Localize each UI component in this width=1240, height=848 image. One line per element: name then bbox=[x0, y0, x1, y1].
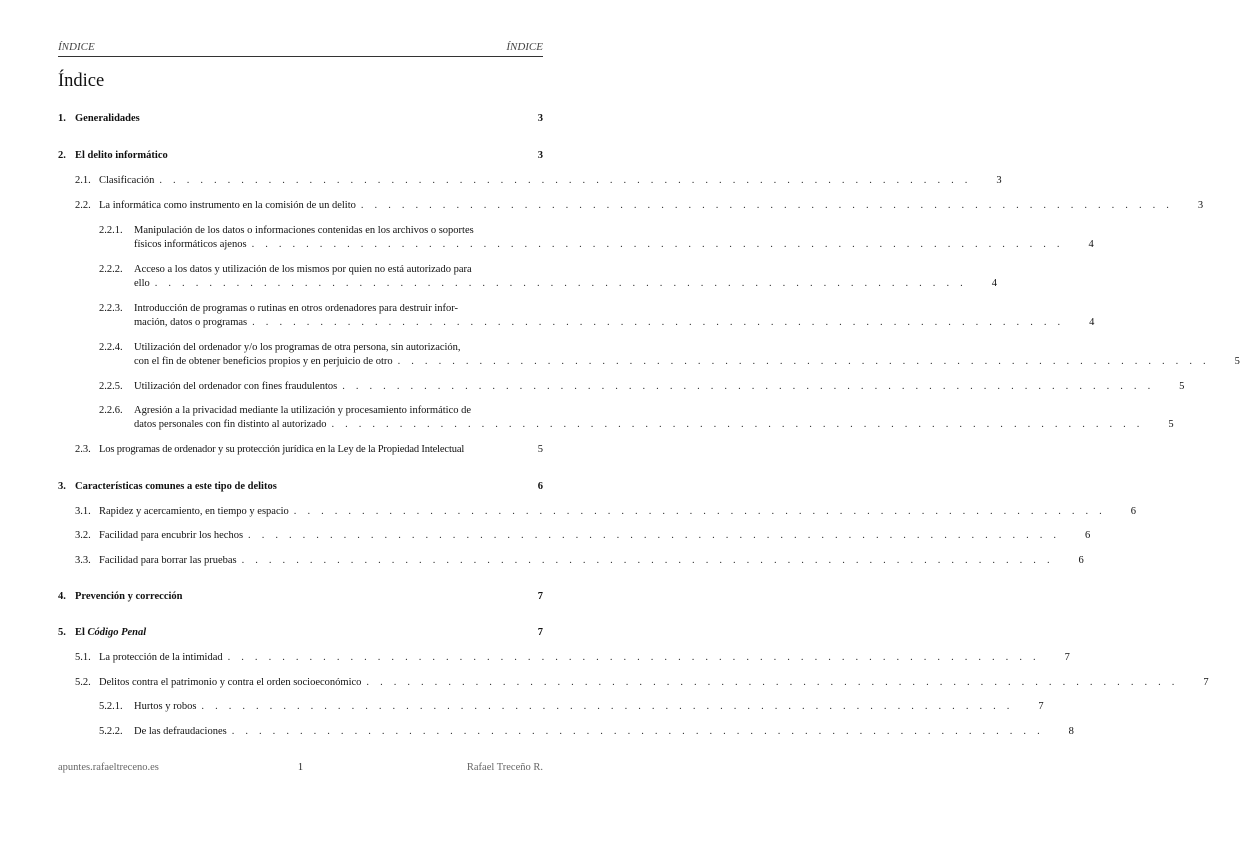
toc-page: 5 bbox=[537, 444, 543, 455]
toc-entry-3-3[interactable] bbox=[75, 554, 1084, 568]
toc-title-line1: Utilización del ordenador y/o los programas de otra persona, sin autorización, bbox=[134, 342, 461, 353]
dot-leader: . . . . . . . . . . . . . . . . . . . . . . . . . . . . . . . . . . . . . . . . . . . . . . . . . . . . . . . . . . . . bbox=[201, 701, 1014, 712]
dot-leader: . . . . . . . . . . . . . . . . . . . . . . . . . . . . . . . . . . . . . . . . . . . . . . . . . . . . . . . . . . . . bbox=[154, 278, 967, 289]
toc-title: La informática como instrumento en la comisión de un delito bbox=[99, 200, 356, 211]
toc-title: Los programas de ordenador y su protección jurídica en la Ley de la Propiedad Intelectual bbox=[99, 444, 465, 455]
toc-title: Rapidez y acercamiento, en tiempo y espacio bbox=[99, 506, 289, 517]
toc-title-line2: datos personales con fin distinto al autorizado bbox=[134, 419, 327, 430]
toc-entry-2-2-4[interactable] bbox=[99, 341, 1240, 369]
toc-number: 1. bbox=[58, 113, 66, 124]
toc-number: 5. bbox=[58, 627, 66, 638]
toc-title: El delito informático bbox=[75, 150, 168, 161]
toc-number: 2.2.2. bbox=[99, 264, 123, 275]
toc-number: 5.2. bbox=[75, 677, 91, 688]
toc-entry-5-2[interactable] bbox=[75, 676, 1209, 690]
toc-number: 5.1. bbox=[75, 652, 91, 663]
toc-entry-5[interactable] bbox=[58, 626, 543, 640]
dot-leader: . . . . . . . . . . . . . . . . . . . . . . . . . . . . . . . . . . . . . . . . . . . . . . . . . . . . . . . . . . . . bbox=[252, 317, 1065, 328]
toc-entry-5-2-2[interactable] bbox=[99, 725, 1074, 739]
header-right: ÍNDICE bbox=[506, 41, 543, 53]
toc-title-prefix: El bbox=[75, 627, 88, 638]
running-header bbox=[58, 41, 543, 57]
toc-number: 2.2.1. bbox=[99, 225, 123, 236]
page-number: 1 bbox=[297, 762, 304, 773]
toc-page: 6 bbox=[537, 481, 543, 492]
dot-leader: . . . . . . . . . . . . . . . . . . . . . . . . . . . . . . . . . . . . . . . . . . . . . . . . . . . . . . . . . . . . bbox=[227, 652, 1040, 663]
toc-title: Facilidad para encubrir los hechos bbox=[99, 530, 244, 541]
toc-title: Hurtos y robos bbox=[134, 701, 197, 712]
toc-number: 2.2. bbox=[75, 200, 91, 211]
toc-page: 7 bbox=[537, 591, 543, 602]
dot-leader: . . . . . . . . . . . . . . . . . . . . . . . . . . . . . . . . . . . . . . . . . . . . . . . . . . . . . . . . . . . . bbox=[366, 677, 1179, 688]
toc-entry-2-2-2[interactable] bbox=[99, 263, 997, 291]
dot-leader: . . . . . . . . . . . . . . . . . . . . . . . . . . . . . . . . . . . . . . . . . . . . . . . . . . . . . . . . . . . . bbox=[241, 555, 1054, 566]
toc-title-line1: Acceso a los datos y utilización de los mismos por quien no está autorizado para bbox=[134, 264, 472, 275]
toc-page: 3 bbox=[1197, 200, 1204, 211]
toc-number: 5.2.1. bbox=[99, 701, 123, 712]
toc-number: 2.1. bbox=[75, 175, 91, 186]
toc-entry-2-2-5[interactable] bbox=[99, 380, 1185, 394]
toc-page: 6 bbox=[1130, 506, 1136, 517]
toc-title-line2: con el fin de obtener beneficios propios y en perjuicio de otro bbox=[134, 356, 393, 367]
dot-leader: . . . . . . . . . . . . . . . . . . . . . . . . . . . . . . . . . . . . . . . . . . . . . . . . . . . . . . . . . . . . bbox=[331, 419, 1144, 430]
toc-number: 2.3. bbox=[75, 444, 91, 455]
dot-leader: . . . . . . . . . . . . . . . . . . . . . . . . . . . . . . . . . . . . . . . . . . . . . . . . . . . . . . . . . . . . bbox=[293, 506, 1106, 517]
toc-entry-5-2-1[interactable] bbox=[99, 700, 1044, 714]
toc-entry-2-3[interactable] bbox=[75, 443, 543, 457]
toc-page: 5 bbox=[1179, 381, 1185, 392]
toc-page: 3 bbox=[537, 150, 543, 161]
toc-number: 3.3. bbox=[75, 555, 91, 566]
toc-page: 7 bbox=[537, 627, 543, 638]
toc-page: 3 bbox=[537, 113, 543, 124]
dot-leader: . . . . . . . . . . . . . . . . . . . . . . . . . . . . . . . . . . . . . . . . . . . . . . . . . . . . . . . . . . . . bbox=[159, 175, 972, 186]
footer-author: Rafael Treceño R. bbox=[466, 762, 543, 773]
toc-entry-2-1[interactable] bbox=[75, 174, 1002, 188]
toc-number: 2.2.3. bbox=[99, 303, 123, 314]
toc-page: 8 bbox=[1068, 726, 1074, 737]
footer-website: apuntes.rafaeltreceno.es bbox=[58, 762, 159, 773]
toc-entry-1[interactable] bbox=[58, 112, 543, 126]
toc-number: 4. bbox=[58, 591, 66, 602]
toc-page: 7 bbox=[1038, 701, 1044, 712]
toc-title-line2: ello bbox=[134, 278, 150, 289]
toc-title-line2: físicos informáticos ajenos bbox=[134, 239, 247, 250]
toc-number: 3.2. bbox=[75, 530, 91, 541]
toc-title-italic: Código Penal bbox=[87, 627, 147, 638]
toc-title: Delitos contra el patrimonio y contra el orden socioeconómico bbox=[99, 677, 362, 688]
toc-entry-3-2[interactable] bbox=[75, 529, 1091, 543]
toc-number: 2.2.6. bbox=[99, 405, 123, 416]
toc-title: Utilización del ordenador con fines fraudulentos bbox=[134, 381, 338, 392]
toc-entry-3[interactable] bbox=[58, 480, 543, 494]
toc-entry-2-2-1[interactable] bbox=[99, 224, 1094, 252]
toc-title: Facilidad para borrar las pruebas bbox=[99, 555, 237, 566]
toc-number: 3.1. bbox=[75, 506, 91, 517]
toc-title: La protección de la intimidad bbox=[99, 652, 223, 663]
toc-title: Generalidades bbox=[75, 113, 140, 124]
toc-page: 4 bbox=[1088, 239, 1094, 250]
toc-title: Características comunes a este tipo de delitos bbox=[75, 481, 277, 492]
toc-number: 2.2.4. bbox=[99, 342, 123, 353]
dot-leader: . . . . . . . . . . . . . . . . . . . . . . . . . . . . . . . . . . . . . . . . . . . . . . . . . . . . . . . . . . . . bbox=[342, 381, 1155, 392]
toc-entry-2-2-3[interactable] bbox=[99, 302, 1095, 330]
dot-leader: . . . . . . . . . . . . . . . . . . . . . . . . . . . . . . . . . . . . . . . . . . . . . . . . . . . . . . . . . . . . bbox=[231, 726, 1044, 737]
dot-leader: . . . . . . . . . . . . . . . . . . . . . . . . . . . . . . . . . . . . . . . . . . . . . . . . . . . . . . . . . . . . bbox=[360, 200, 1174, 211]
toc-entry-3-1[interactable] bbox=[75, 505, 1136, 519]
toc-page: 6 bbox=[1084, 530, 1091, 541]
toc-title bbox=[75, 626, 146, 640]
toc-page: 7 bbox=[1064, 652, 1070, 663]
toc-page: 3 bbox=[996, 175, 1002, 186]
toc-title-line1: Introducción de programas o rutinas en otros ordenadores para destruir infor- bbox=[134, 303, 459, 314]
page-title: Índice bbox=[58, 71, 105, 91]
toc-entry-2-2[interactable] bbox=[75, 199, 1204, 213]
toc-entry-2-2-6[interactable] bbox=[99, 404, 1174, 432]
toc-title: Prevención y corrección bbox=[75, 591, 183, 602]
toc-title: Clasificación bbox=[99, 175, 155, 186]
dot-leader: . . . . . . . . . . . . . . . . . . . . . . . . . . . . . . . . . . . . . . . . . . . . . . . . . . . . . . . . . . . . bbox=[248, 530, 1061, 541]
toc-page: 5 bbox=[1168, 419, 1174, 430]
toc-number: 2.2.5. bbox=[99, 381, 123, 392]
toc-number: 5.2.2. bbox=[99, 726, 123, 737]
toc-entry-4[interactable] bbox=[58, 590, 543, 604]
toc-title-line1: Agresión a la privacidad mediante la utilización y procesamiento informático de bbox=[134, 405, 472, 416]
toc-entry-5-1[interactable] bbox=[75, 651, 1070, 665]
toc-number: 2. bbox=[58, 150, 66, 161]
toc-title-line1: Manipulación de los datos o informaciones contenidas en los archivos o soportes bbox=[134, 225, 474, 236]
dot-leader: . . . . . . . . . . . . . . . . . . . . . . . . . . . . . . . . . . . . . . . . . . . . . . . . . . . . . . . . . . . . bbox=[397, 356, 1210, 367]
toc-page: 7 bbox=[1203, 677, 1209, 688]
toc-title-line2: mación, datos o programas bbox=[134, 317, 248, 328]
dot-leader: . . . . . . . . . . . . . . . . . . . . . . . . . . . . . . . . . . . . . . . . . . . . . . . . . . . . . . . . . . . . bbox=[251, 239, 1064, 250]
toc-title: De las defraudaciones bbox=[134, 726, 227, 737]
toc-page: 5 bbox=[1234, 356, 1240, 367]
toc-page: 4 bbox=[991, 278, 997, 289]
toc-page: 4 bbox=[1089, 317, 1095, 328]
header-left: ÍNDICE bbox=[58, 41, 95, 53]
toc-entry-2[interactable] bbox=[58, 149, 543, 163]
toc-number: 3. bbox=[58, 481, 66, 492]
toc-page: 6 bbox=[1078, 555, 1084, 566]
